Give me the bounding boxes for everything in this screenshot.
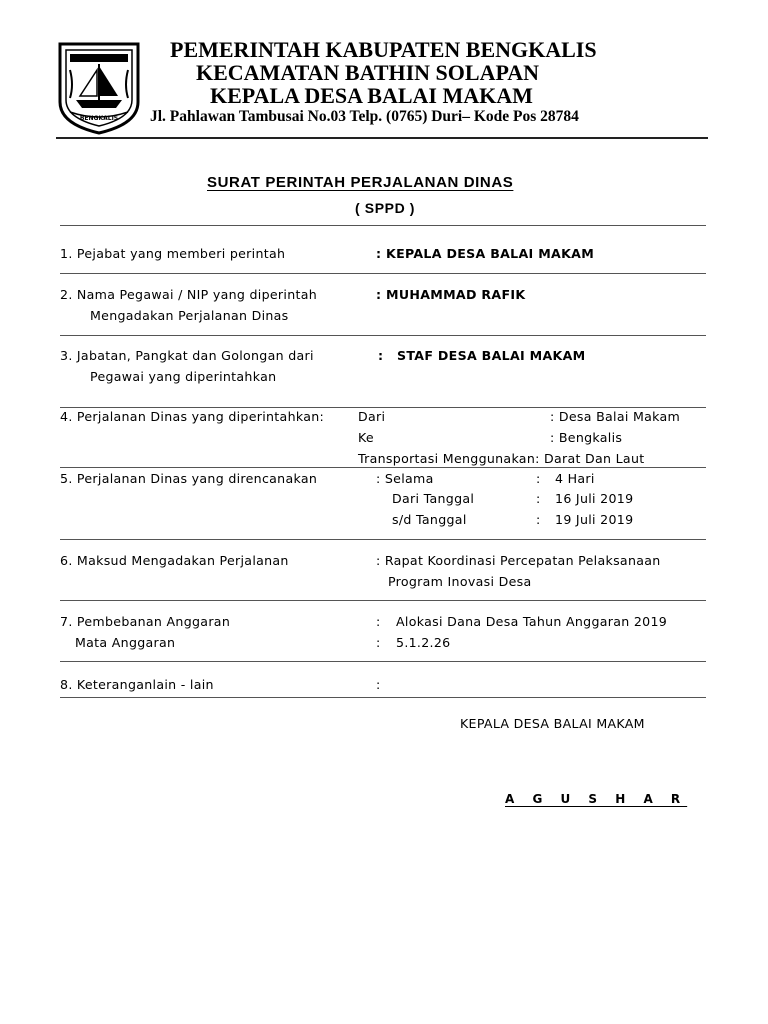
item-7-colon-1: : <box>376 614 381 629</box>
item-5-duration-colon: : <box>536 471 541 486</box>
item-4-to-key: Ke <box>358 430 374 445</box>
item-5-end-colon: : <box>536 512 541 527</box>
divider <box>60 225 706 226</box>
item-7-value-1: Alokasi Dana Desa Tahun Anggaran 2019 <box>396 614 668 629</box>
item-3-label-cont: Pegawai yang diperintahkan <box>90 369 277 384</box>
item-4-transport: Transportasi Menggunakan: Darat Dan Laut <box>358 451 645 466</box>
divider <box>60 661 706 662</box>
item-3-colon: : <box>378 348 384 363</box>
item-5-label: 5. Perjalanan Dinas yang direncanakan <box>60 471 318 486</box>
item-2-value: : MUHAMMAD RAFIK <box>376 287 526 302</box>
divider <box>60 697 706 698</box>
letterhead-address: Jl. Pahlawan Tambusai No.03 Telp. (0765) Duri– Kode Pos 28784 <box>150 108 579 125</box>
item-7-label: 7. Pembebanan Anggaran <box>60 614 231 629</box>
letterhead-line-2: KECAMATAN BATHIN SOLAPAN <box>196 60 540 85</box>
item-1-value: : KEPALA DESA BALAI MAKAM <box>376 246 595 261</box>
item-4-to-value: : Bengkalis <box>550 430 623 445</box>
divider <box>60 600 706 601</box>
item-5-start-key: Dari Tanggal <box>392 491 475 506</box>
item-5-end-value: 19 Juli 2019 <box>555 512 634 527</box>
item-4-from-value: : Desa Balai Makam <box>550 409 681 424</box>
divider <box>60 407 706 408</box>
item-7-label-cont: Mata Anggaran <box>75 635 176 650</box>
signature-name: A G U S H A R <box>505 792 688 806</box>
item-5-end-key: s/d Tanggal <box>392 512 467 527</box>
document-subtitle: ( SPPD ) <box>355 200 416 216</box>
divider <box>60 467 706 468</box>
item-8-label: 8. Keteranganlain - lain <box>60 677 214 692</box>
item-6-label: 6. Maksud Mengadakan Perjalanan <box>60 553 289 568</box>
regency-emblem-icon <box>56 40 142 136</box>
item-3-value: STAF DESA BALAI MAKAM <box>397 348 586 363</box>
letterhead-line-3: KEPALA DESA BALAI MAKAM <box>210 83 533 108</box>
item-5-start-colon: : <box>536 491 541 506</box>
item-1-label: 1. Pejabat yang memberi perintah <box>60 246 286 261</box>
document-title: SURAT PERINTAH PERJALANAN DINAS <box>207 174 514 191</box>
signature-position: KEPALA DESA BALAI MAKAM <box>460 716 645 731</box>
item-7-colon-2: : <box>376 635 381 650</box>
divider <box>60 273 706 274</box>
item-5-duration-value: 4 Hari <box>555 471 595 486</box>
item-5-start-value: 16 Juli 2019 <box>555 491 634 506</box>
item-4-from-key: Dari <box>358 409 386 424</box>
divider <box>60 539 706 540</box>
letterhead-divider <box>56 137 708 139</box>
item-7-value-2: 5.1.2.26 <box>396 635 451 650</box>
item-8-colon: : <box>376 677 381 692</box>
item-6-value-cont: Program Inovasi Desa <box>388 574 532 589</box>
divider <box>60 335 706 336</box>
item-6-value: : Rapat Koordinasi Percepatan Pelaksanaan <box>376 553 661 568</box>
item-3-label: 3. Jabatan, Pangkat dan Golongan dari <box>60 348 314 363</box>
item-5-duration-key: : Selama <box>376 471 434 486</box>
letterhead-line-1: PEMERINTAH KABUPATEN BENGKALIS <box>170 37 597 62</box>
item-2-label: 2. Nama Pegawai / NIP yang diperintah <box>60 287 318 302</box>
svg-text:BENGKALIS: BENGKALIS <box>79 115 119 122</box>
item-4-label: 4. Perjalanan Dinas yang diperintahkan: <box>60 409 325 424</box>
item-2-label-cont: Mengadakan Perjalanan Dinas <box>90 308 289 323</box>
